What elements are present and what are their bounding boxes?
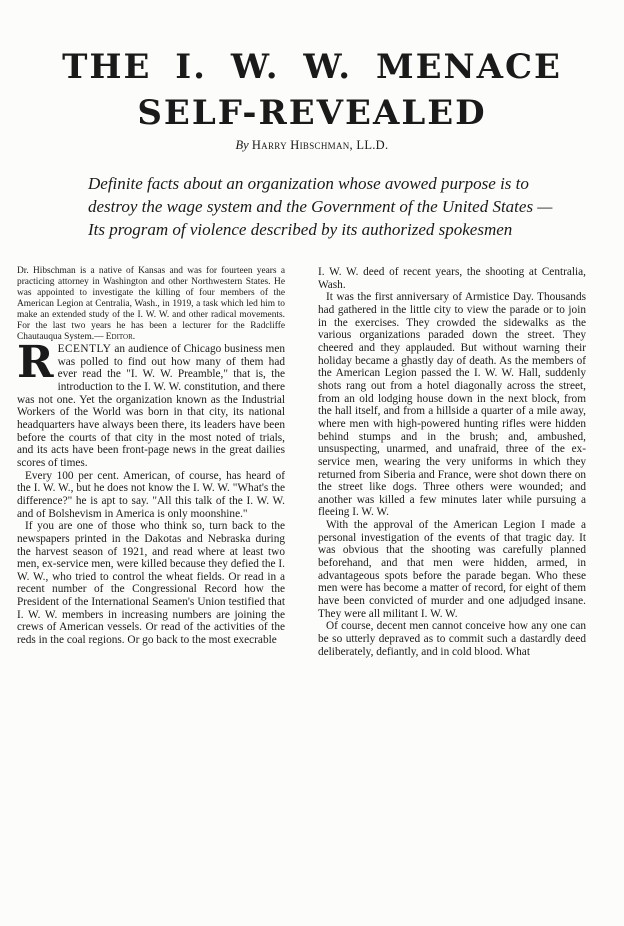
article-deck: Definite facts about an organization whose avowed purpose is to destroy the wage system and the Government of the United States —Its program of violence described by its authorized spokesmen — [88, 174, 553, 239]
lead-text: an audience of Chicago business men was polled to find out how many of them had ever read the "I. W. W. Preamble," that is, the introduction to the I. W. W. constitution, and there was not one. Yet the organization known as the Industrial Workers of the World was born in that city, its national headquarters have always been there, its leaders have been before the courts of that city in the most noted of trials, and its acts have been front-page news in the great dailies scores of times. — [17, 343, 285, 469]
left-column — [17, 266, 285, 647]
body-paragraph: I. W. W. deed of recent years, the shooting at Centralia, Wash. — [318, 266, 586, 291]
title-line-2: SELF-REVEALED — [137, 93, 487, 133]
editor-note-text: Dr. Hibschman is a native of Kansas and was for fourteen years a practicing attorney in Washington and other Northwestern States. He was appointed to investigate the killing of four members of the American Legion at Centralia, Wash., in 1919, a task which led him to make an extended study of the I. W. W. and other radical movements. For the last two years he has been a lecturer for the Radcliffe Chautauqua System.— — [17, 266, 285, 342]
body-paragraph: It was the first anniversary of Armistice Day. Thousands had gathered in the little city to view the parade or to join in the exercises. They crowded the sidewalks as the various organizations paraded down the street. They cheered and they applauded. But without warning their holiday became a ghastly day of death. As the members of the American Legion passed the I. W. W. Hall, suddenly shots rang out from a hotel diagonally across the street, from an old lodging house down in the next block, from the hall itself, and from a hillside a quarter of a mile away, where men with high-powered hunting rifles were hidden behind stumps and in the brush; and, ambushed, unsuspecting, unarmed, and unafraid, three of the ex-service men, wearing the very uniforms in which they returned from Siberia and France, were shot down there on the street like dogs. Three others were wounded; and another was killed a few minutes later while pursuing a fleeing I. W. W. — [318, 291, 586, 519]
editor-signature: Editor. — [105, 332, 136, 342]
body-paragraph: If you are one of those who think so, turn back to the newspapers printed in the Dakotas and Nebraska during the harvest season of 1921, and read where at least two men, ex-service men, were killed because they defied the I. W. W., who tried to control the wheat fields. Or read in a recent number of the Congressional Record how the President of the International Seamen's Union testified that I. W. W. members in increasing numbers are joining the crews of American vessels. Or read of the activities of the reds in the coal regions. Or go back to the most execrable — [17, 520, 285, 647]
body-paragraph: Of course, decent men cannot conceive how any one can be so utterly depraved as to commit such a dastardly deed deliberately, defiantly, and in cold blood. What — [318, 620, 586, 658]
body-paragraph: With the approval of the American Legion I made a personal investigation of the events of that tragic day. It was obvious that the shooting was carefully planned beforehand, and that men were hidden, armed, in advantageous spots before the parade began. Who these men were has become a matter of record, for eight of them have been convicted of murder and one adjudged insane. They were all militant I. W. W. — [318, 519, 586, 620]
article-title — [0, 46, 624, 134]
byline-prefix: By — [235, 138, 249, 152]
lead-caps: ECENTLY — [57, 343, 112, 355]
editor-note — [17, 266, 285, 343]
right-column — [318, 266, 586, 658]
title-line-1: THE I. W. W. MENACE — [62, 47, 562, 87]
body-paragraph: Every 100 per cent. American, of course, has heard of the I. W. W., but he does not know the I. W. W. "What's the difference?" he is apt to say. "All this talk of the I. W. W. and of Bolshevism in America is only moonshine." — [17, 469, 285, 520]
byline — [0, 138, 624, 153]
byline-author: Harry Hibschman, LL.D. — [251, 138, 389, 152]
drop-cap: R — [17, 337, 54, 388]
